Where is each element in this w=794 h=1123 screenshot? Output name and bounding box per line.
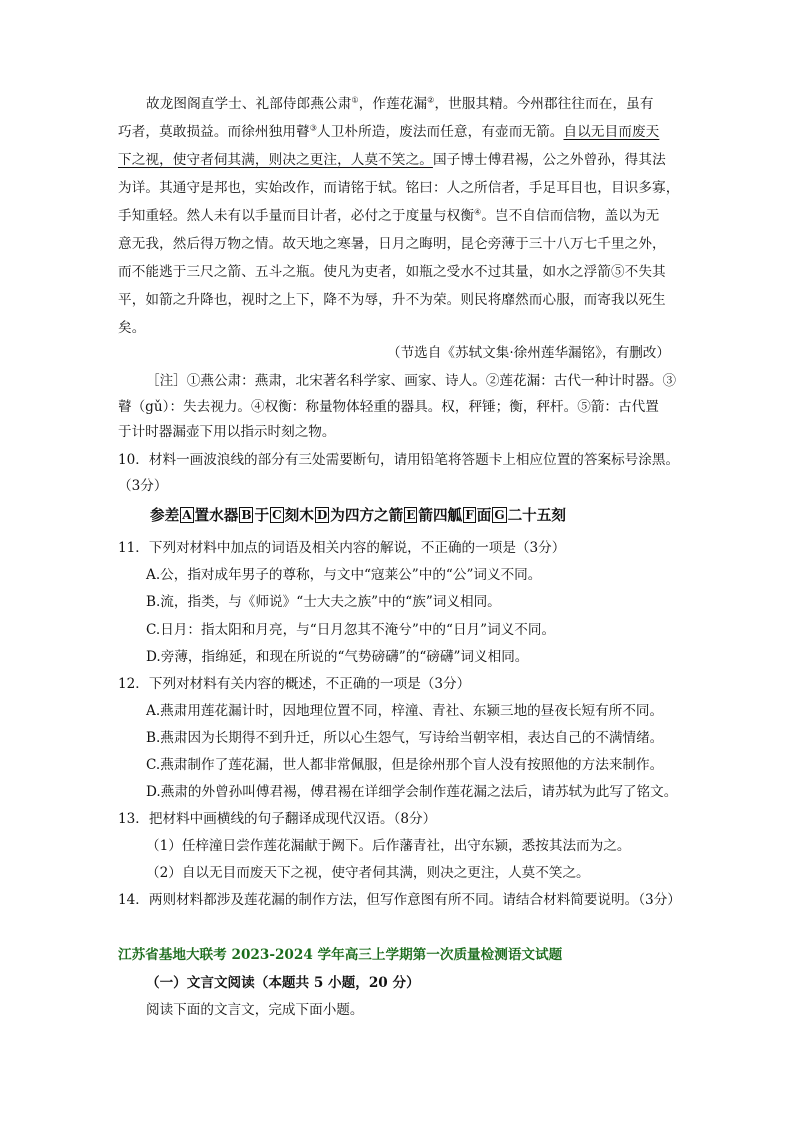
question-12-option-c[interactable]: C.燕肃制作了莲花漏，世人都非常佩服，但是徐州那个盲人没有按照他的方法来制作。 [146, 757, 664, 773]
question-11-option-c[interactable]: C.日月：指太阳和月亮，与“日月忽其不淹兮”中的“日月”词义不同。 [146, 622, 556, 638]
passage-text: 巧者，莫敢损益。而徐州独用瞽 [118, 124, 310, 140]
passage-text: 故龙图阁直学士、礼部侍郎燕公肃 [146, 96, 352, 112]
answer-label-d[interactable]: D [316, 508, 328, 522]
answer-label-b[interactable]: B [241, 508, 252, 522]
answer-segments [179, 507, 566, 524]
underlined-sentence: 自以无目而废天 [563, 124, 660, 140]
question-12-option-a[interactable]: A.燕肃用莲花漏计时，因地理位置不同，梓潼、青社、东颍三地的昼夜长短有所不同。 [146, 703, 664, 719]
passage-line-7: 而不能逃于三尺之箭、五斗之瓶。使凡为吏者，如瓶之受水不过其量，如水之浮箭⑤不失其 [118, 264, 666, 280]
note-marker: ② [427, 95, 435, 105]
question-12-option-b[interactable]: B.燕肃因为长期得不到升迁，所以心生怨气，写诗给当朝宰相，表达自己的不满情绪。 [146, 730, 664, 746]
passage-text: 国子博士傅君裼，公之外曾孙，得其法 [432, 152, 666, 168]
passage-line-4: 为详。其通守是邦也，实始改作，而请铭于轼。铭曰：人之所信者，手足耳目也，目识多寡， [118, 180, 680, 196]
underlined-sentence: 下之视，使守者伺其满，则决之更注，人莫不笑之。 [118, 152, 433, 168]
answer-label-c[interactable]: C [272, 508, 282, 522]
question-11-option-a[interactable]: A.公，指对成年男子的尊称，与文中“寇莱公”中的“公”词义不同。 [146, 567, 542, 583]
notes-line-1: ［注］①燕公肃：燕肃，北宋著名科学家、画家、诗人。②莲花漏：古代一种计时器。③ [146, 373, 677, 389]
answer-segment-text: 为四方之箭 [330, 507, 404, 524]
question-10-answer-line [150, 506, 566, 526]
answer-segment-text: 面 [476, 507, 492, 524]
question-11-option-d[interactable]: D.旁薄，指绵延，和现在所说的“气势磅礴”的“磅礴”词义相同。 [146, 649, 529, 665]
answer-label-g[interactable]: G [494, 508, 505, 522]
note-marker: ① [351, 95, 359, 105]
section-instruction: 阅读下面的文言文，完成下面小题。 [146, 1002, 364, 1018]
question-13-stem: 13．把材料中画横线的句子翻译成现代汉语。（8分） [118, 811, 437, 827]
question-14-stem: 14．两则材料都涉及莲花漏的制作方法，但写作意图有所不同。请结合材料简要说明。（3分） [118, 892, 681, 908]
passage-line-5 [118, 206, 659, 226]
answer-label-e[interactable]: E [406, 508, 416, 522]
question-13-item-2: （2）自以无目而废天下之视，使守者伺其满，则决之更注，人莫不笑之。 [146, 865, 590, 881]
question-10-score: （3分） [118, 478, 168, 494]
passage-text: 人卫朴所造，废法而任意，有壶而无箭。 [317, 124, 564, 140]
passage-text: 手知重轻。然人未有以手量而目计者，必付之于度量与权衡 [118, 208, 475, 224]
passage-text: 。岂不自信而信物，盖以为无 [481, 208, 660, 224]
question-11-option-b[interactable]: B.流，指类，与《师说》“士大夫之族”中的“族”词义相同。 [146, 594, 501, 610]
note-marker: ④ [474, 207, 482, 217]
question-13-item-1: （1）任梓潼日尝作莲花漏献于阙下。后作藩青社，出守东颍，悉按其法而为之。 [146, 838, 631, 854]
answer-segment-text: 刻木 [284, 507, 314, 524]
passage-line-1 [146, 94, 654, 114]
answer-segment-text: 二十五刻 [507, 507, 566, 524]
section-title: （一）文言文阅读（本题共 5 小题，20 分） [146, 975, 420, 991]
answer-segment-text: 于 [254, 507, 270, 524]
passage-line-8: 平，如箭之升降也，视时之上下，降不为辱，升不为荣。则民将靡然而心服，而寄我以死生 [118, 292, 666, 308]
question-12-option-d[interactable]: D.燕肃的外曾孙叫傅君裼，傅君裼在详细学会制作莲花漏之法后，请苏轼为此写了铭文。 [146, 784, 678, 800]
question-12-stem: 12．下列对材料有关内容的概述，不正确的一项是（3分） [118, 676, 471, 692]
passage-line-2 [118, 122, 659, 142]
passage-text: ，作莲花漏 [358, 96, 428, 112]
notes-line-2: 瞽（gǔ）：失去视力。④权衡：称量物体轻重的器具。权，秤锤；衡，秤杆。⑤箭：古代置 [118, 399, 659, 415]
question-11-stem: 11．下列对材料中加点的词语及相关内容的解说，不正确的一项是（3分） [118, 540, 566, 556]
passage-text: ，世服其精。今州郡往往而在，虽有 [434, 96, 654, 112]
answer-label-f[interactable]: F [465, 508, 474, 522]
passage-line-9: 矣。 [118, 320, 146, 336]
answer-segment-text: 箭四觚 [418, 507, 463, 524]
passage-line-3 [118, 150, 666, 170]
source-citation: （节选自《苏轼文集·徐州莲华漏铭》，有删改） [387, 345, 670, 361]
exam-heading: 江苏省基地大联考 2023-2024 学年高三上学期第一次质量检测语文试题 [118, 947, 563, 963]
answer-prefix: 参差 [150, 507, 180, 524]
note-marker: ③ [309, 123, 317, 133]
answer-segment-text: 置水器 [194, 507, 239, 524]
notes-line-3: 于计时器漏壶下用以指示时刻之物。 [118, 424, 336, 440]
question-10-stem: 10．材料一画波浪线的部分有三处需要断句，请用铅笔将答题卡上相应位置的答案标号涂黑。 [118, 452, 680, 468]
answer-label-a[interactable]: A [182, 508, 192, 522]
passage-line-6: 意无我，然后得万物之情。故天地之寒暑，日月之晦明，昆仑旁薄于三十八万七千里之外， [118, 236, 666, 252]
